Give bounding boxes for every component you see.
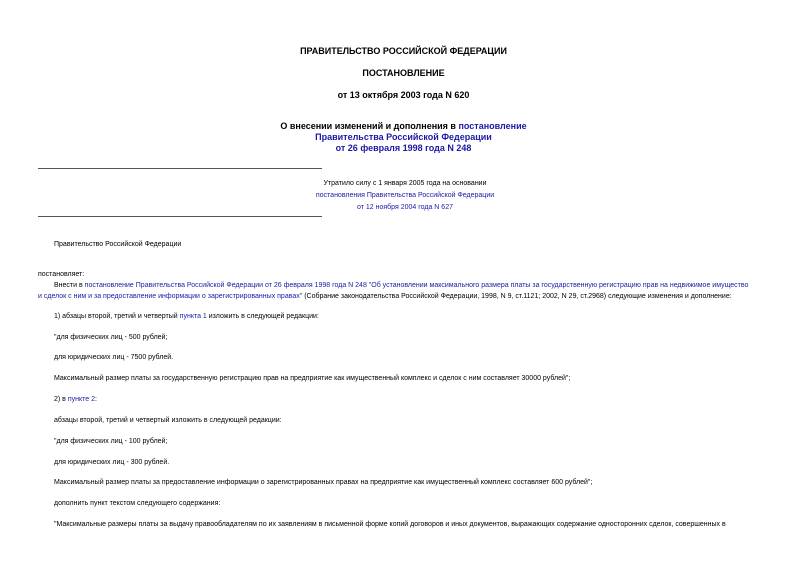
- item1-heading: [54, 311, 319, 322]
- item1-phys: "для физических лиц - 500 рублей;: [54, 334, 168, 341]
- invalid-note-link-line3[interactable]: от 12 ноября 2004 года N 627: [357, 204, 453, 211]
- item1-legal: для юридических лиц - 7500 рублей.: [54, 354, 174, 361]
- item2-intro: абзацы второй, третий и четвертый изложить в следующей редакции:: [54, 417, 282, 424]
- divider-bottom: [38, 216, 322, 217]
- amend-prefix: Внести в: [54, 282, 85, 289]
- item2-prefix: 2) в: [54, 396, 68, 403]
- item2-phys: "для физических лиц - 100 рублей;: [54, 438, 168, 445]
- item2-legal: для юридических лиц - 300 рублей.: [54, 459, 170, 466]
- title-link[interactable]: постановление: [458, 121, 527, 131]
- item2-suffix: :: [95, 396, 97, 403]
- divider-top: [38, 168, 322, 169]
- title-prefix: О внесении изменений и дополнения в: [280, 121, 459, 131]
- invalid-note-line1: Утратило силу с 1 января 2005 года на основании: [323, 180, 487, 187]
- amend-line1: [54, 280, 748, 291]
- item1-max: Максимальный размер платы за государственную регистрацию прав на предприятие как имущественный комплекс и сделок с ним составляет 30000 рублей";: [54, 375, 571, 382]
- item2-max: Максимальный размер платы за предоставление информации о зарегистрированных правах на предприятие как имущественный комплекс составляет 600 рублей";: [54, 479, 593, 486]
- amend-suffix: (Собрание законодательства Российской Федерации, 1998, N 9, ст.1121; 2002, N 29, ст.2968) следующие изменения и дополнение:: [302, 293, 732, 300]
- item1-link[interactable]: пункта 1: [179, 313, 207, 320]
- government-heading: ПРАВИТЕЛЬСТВО РОССИЙСКОЙ ФЕДЕРАЦИИ: [300, 46, 507, 56]
- amend-line2: [38, 291, 732, 302]
- invalid-note: [300, 178, 510, 214]
- item1-suffix: изложить в следующей редакции:: [206, 313, 319, 320]
- item2-heading: [54, 394, 97, 405]
- doc-type-heading: ПОСТАНОВЛЕНИЕ: [362, 68, 445, 78]
- invalid-note-link-line2[interactable]: постановления Правительства Российской Федерации: [315, 192, 495, 199]
- item2-add: дополнить пункт текстом следующего содержания:: [54, 500, 221, 507]
- document-title: [0, 121, 807, 132]
- item1-prefix: 1) абзацы второй, третий и четвертый: [54, 313, 180, 320]
- amend-link-title-part2[interactable]: и сделок с ним и за предоставление информации о зарегистрированных правах": [38, 293, 303, 300]
- decrees-text: постановляет:: [38, 271, 85, 278]
- amend-link-title-part1[interactable]: "Об установлении максимального размера платы за государственную регистрацию прав на недвижимое имущество: [366, 282, 749, 289]
- item2-quote: "Максимальные размеры платы за выдачу правообладателям по их заявлениям в письменной форме копий договоров и иных документов, выражающих содержание односторонних сделок, совершенных в: [54, 521, 726, 528]
- item2-link[interactable]: пункте 2: [67, 396, 95, 403]
- amend-link-decree[interactable]: постановление Правительства Российской Федерации от 26 февраля 1998 года N 248: [84, 282, 367, 289]
- gov-rf-text: Правительство Российской Федерации: [54, 241, 182, 248]
- title-link-line3[interactable]: от 26 февраля 1998 года N 248: [335, 143, 472, 153]
- date-number-heading: от 13 октября 2003 года N 620: [337, 90, 470, 100]
- title-link-line2[interactable]: Правительства Российской Федерации: [315, 132, 492, 142]
